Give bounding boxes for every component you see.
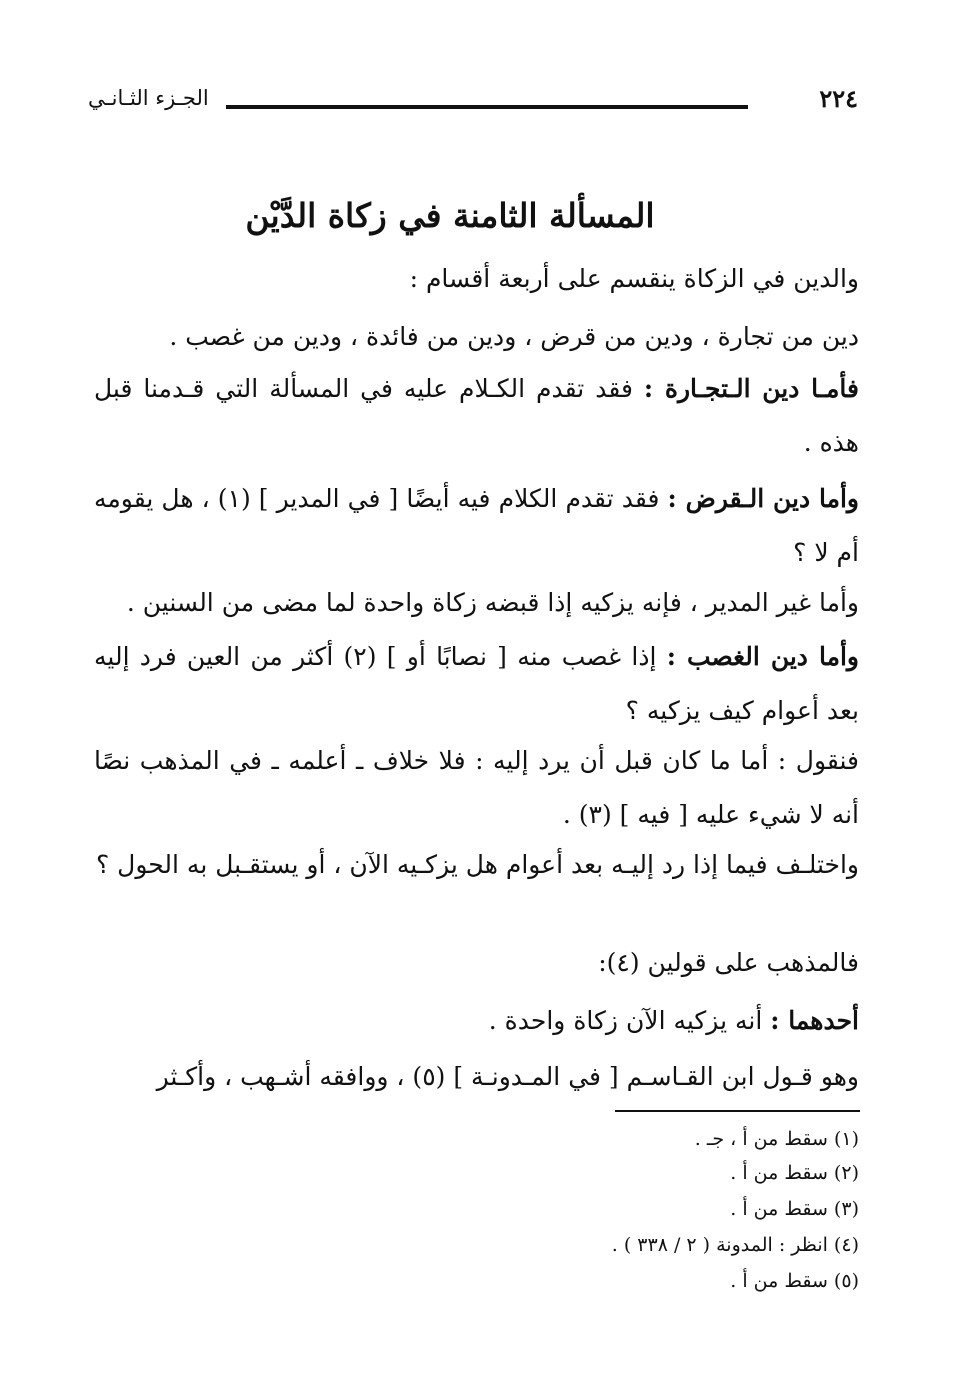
paragraph-text: والدين في الزكاة ينقسم على أربعة أقسام : xyxy=(409,264,859,293)
footnote: (٣) سقط من أ . xyxy=(730,1198,859,1220)
paragraph-text: فنقول : أما ما كان قبل أن يرد إليه : فلا خلاف ـ أعلمه ـ في المذهب نصًا أنه لا شيء عليه [ فيه ] (٣) . xyxy=(94,746,859,829)
paragraph-text: فقد تقدم الكلام فيه أيضًا [ في المدير ] (١) ، هل يقومه أم لا ؟ xyxy=(94,484,859,567)
paragraph-text: وأما غير المدير ، فإنه يزكيه إذا قبضه زكاة واحدة لما مضى من السنين . xyxy=(126,588,859,617)
paragraph xyxy=(94,362,859,470)
footnote-rule xyxy=(615,1110,860,1112)
header-rule xyxy=(226,105,748,109)
paragraph-text: وهو قـول ابن القـاسـم [ في المـدونـة ] (٥) ، ووافقه أشـهب ، وأكـثر xyxy=(156,1062,859,1091)
paragraph xyxy=(94,936,859,990)
footnote: (١) سقط من أ ، جـ . xyxy=(694,1128,859,1150)
paragraph-text: إذا غصب منه [ نصابًا أو ] (٢) أكثر من العين فرد إليه بعد أعوام كيف يزكيه ؟ xyxy=(94,642,859,725)
chapter-title: المسألة الثامنة في زكاة الدَّيْن xyxy=(245,196,655,235)
paragraph xyxy=(94,630,859,738)
page-number: ٢٢٤ xyxy=(819,84,858,113)
paragraph xyxy=(94,1050,859,1104)
volume-title: الجـزء الثـانـي xyxy=(88,86,209,110)
paragraph-text: أنه يزكيه الآن زكاة واحدة . xyxy=(488,1006,763,1035)
paragraph-label: وأما دين الـقرض : xyxy=(667,484,860,513)
paragraph xyxy=(94,310,859,364)
footnote: (٥) سقط من أ . xyxy=(730,1270,859,1292)
paragraph xyxy=(94,472,859,580)
paragraph-text: فالمذهب على قولين (٤): xyxy=(598,948,859,977)
paragraph xyxy=(94,838,859,892)
paragraph-text: دين من تجارة ، ودين من قرض ، ودين من فائدة ، ودين من غصب . xyxy=(169,322,859,351)
running-header xyxy=(88,84,858,124)
paragraph xyxy=(94,576,859,630)
paragraph xyxy=(94,994,859,1048)
footnote: (٤) انظر : المدونة ( ٢ / ٣٣٨ ) . xyxy=(611,1234,859,1256)
paragraph-text: واختلـف فيما إذا رد إليـه بعد أعوام هل يزكـيه الآن ، أو يستقـبل به الحول ؟ xyxy=(95,850,859,879)
paragraph-label: فأمـا دين الـتجـارة : xyxy=(643,374,859,403)
paragraph xyxy=(94,734,859,842)
paragraph xyxy=(94,252,859,306)
paragraph-label: وأما دين الغصب : xyxy=(666,642,859,671)
paragraph-text: فقد تقدم الكـلام عليه في المسألة التي قـدمنا قبل هذه . xyxy=(94,374,859,457)
paragraph-label: أحدهما : xyxy=(770,1006,859,1035)
footnote: (٢) سقط من أ . xyxy=(730,1162,859,1184)
